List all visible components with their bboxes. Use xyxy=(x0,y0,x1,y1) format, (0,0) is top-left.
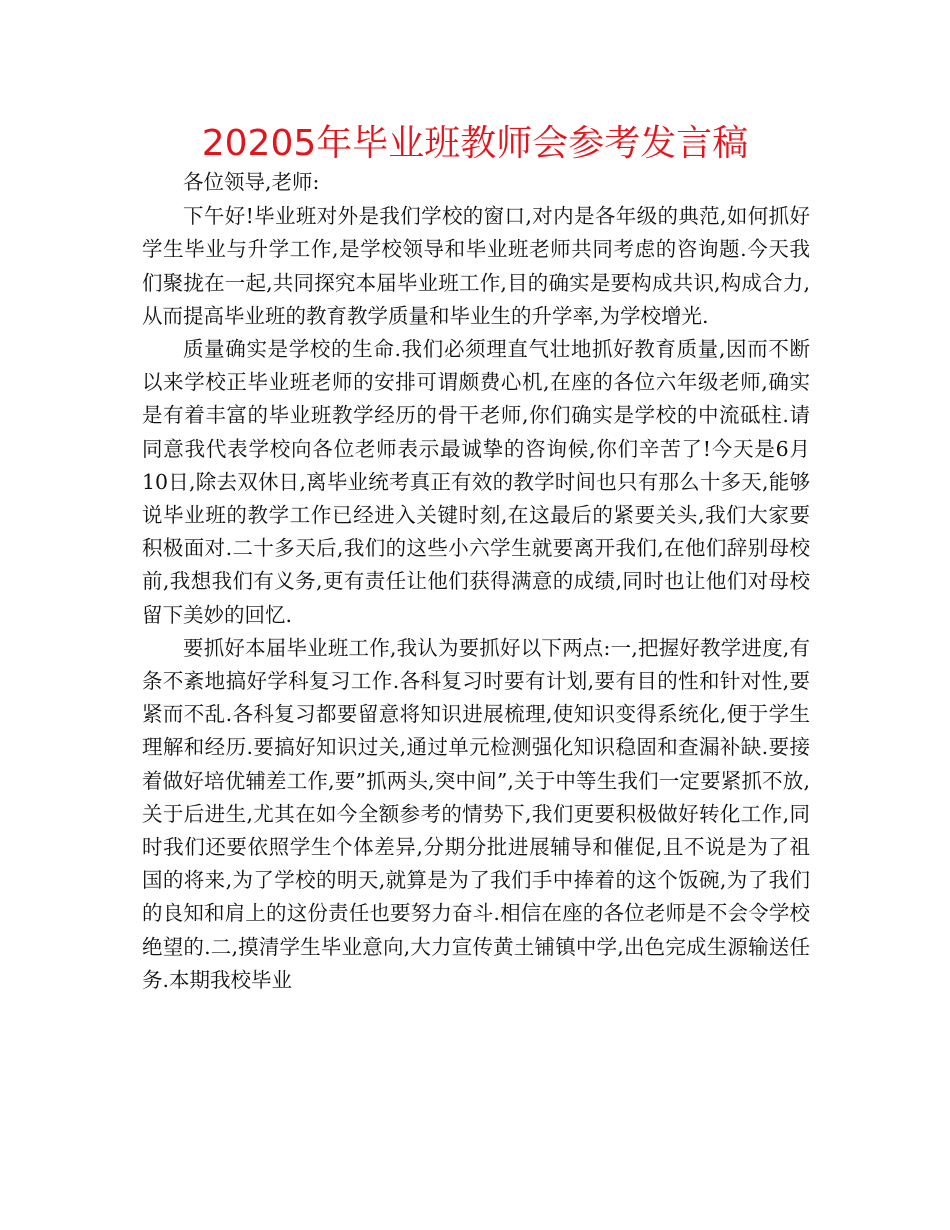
paragraph-1: 下午好!毕业班对外是我们学校的窗口,对内是各年级的典范,如何抓好学生毕业与升学工作,是学校领导和毕业班老师共同考虑的咨询题.今天我们聚拢在一起,共同探究本届毕业班工作,目的确实是要构成共识,构成合力,从而提高毕业班的教育教学质量和毕业生的升学率,为学校增光. xyxy=(142,204,810,328)
document-title: 20205年毕业班教师会参考发言稿 xyxy=(201,123,749,164)
paragraph-2: 质量确实是学校的生命.我们必须理直气壮地抓好教育质量,因而不断以来学校正毕业班老师的安排可谓颇费心机,在座的各位六年级老师,确实是有着丰富的毕业班教学经历的骨干老师,你们确实是学校的中流砥柱.请同意我代表学校向各位老师表示最诚挚的咨询候,你们辛苦了!今天是6月10日,除去双休日,离毕业统考真正有效的教学时间也只有那么十多天,能够说毕业班的教学工作已经进入关键时刻,在这最后的紧要关头,我们大家要积极面对.二十多天后,我们的这些小六学生就要离开我们,在他们辞别母校前,我想我们有义务,更有责任让他们获得满意的成绩,同时也让他们对母校留下美妙的回忆. xyxy=(142,337,810,627)
document-body xyxy=(142,166,810,997)
salutation: 各位领导,老师: xyxy=(183,170,320,194)
paragraph-3: 要抓好本届毕业班工作,我认为要抓好以下两点:一,把握好教学进度,有条不紊地搞好学科复习工作.各科复习时要有计划,要有目的性和针对性,要紧而不乱.各科复习都要留意将知识进展梳理,使知识变得系统化,便于学生理解和经历.要搞好知识过关,通过单元检测强化知识稳固和查漏补缺.要接着做好培优辅差工作,要”抓两头,突中间”,关于中等生我们一定要紧抓不放,关于后进生,尤其在如今全额参考的情势下,我们更要积极做好转化工作,同时我们还要依照学生个体差异,分期分批进展辅导和催促,且不说是为了祖国的将来,为了学校的明天,就算是为了我们手中捧着的这个饭碗,为了我们的良知和肩上的这份责任也要努力奋斗.相信在座的各位老师是不会令学校绝望的.二,摸清学生毕业意向,大力宣传黄土铺镇中学,出色完成生源输送任务.本期我校毕业 xyxy=(142,635,810,992)
